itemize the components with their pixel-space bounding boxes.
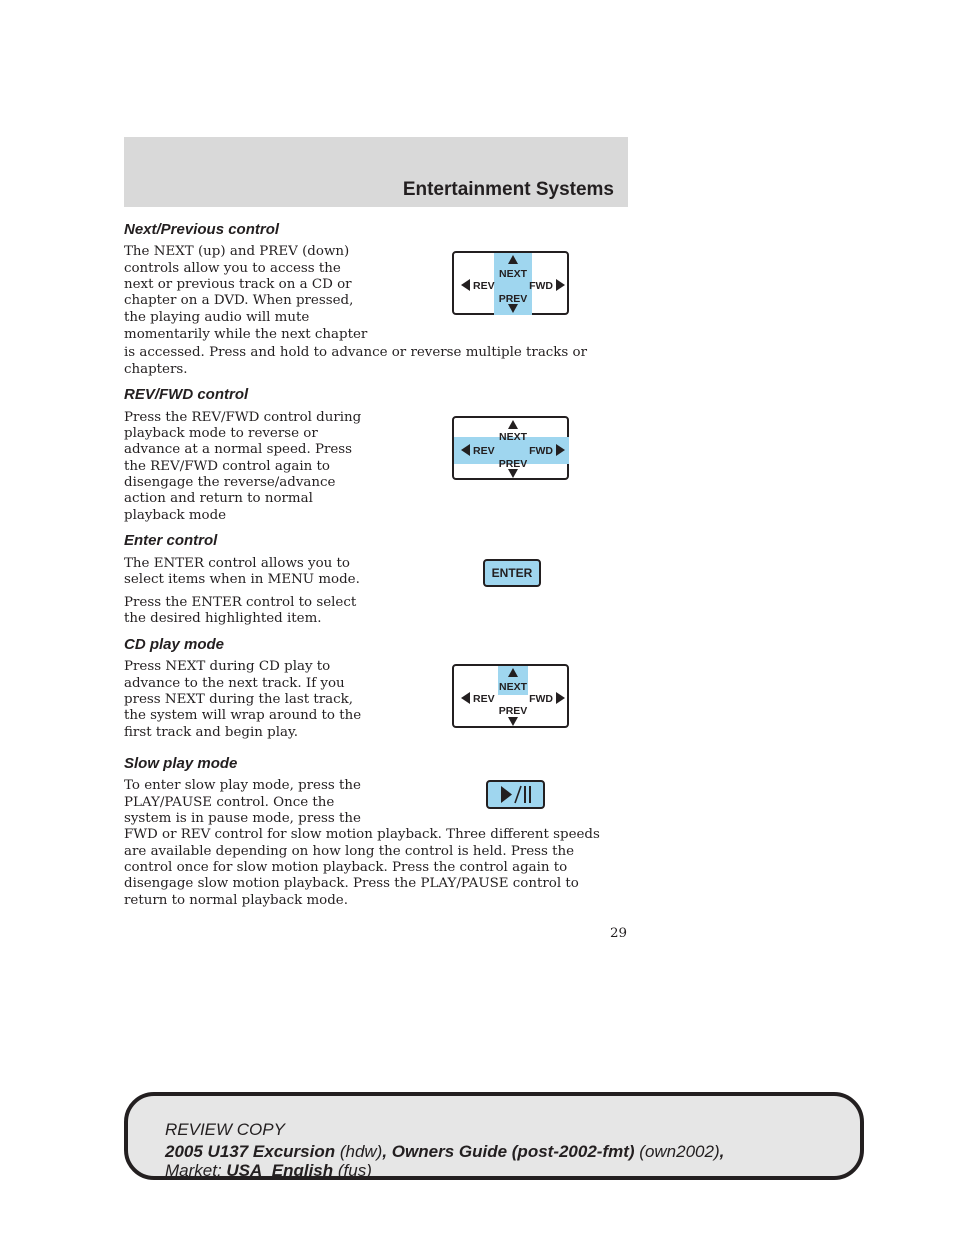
text-line: is accessed. Press and hold to advance or reverse multiple tracks or bbox=[124, 345, 588, 360]
page-number: 29 bbox=[610, 926, 628, 941]
text-line: advance to the next track. If you bbox=[124, 676, 345, 691]
text-line: are available depending on how long the control is held. Press the bbox=[124, 844, 575, 859]
nav-control-next-prev-highlight bbox=[452, 251, 569, 315]
down-arrow-icon bbox=[508, 469, 518, 478]
text-line: FWD or REV control for slow motion playback. Three different speeds bbox=[124, 827, 600, 842]
heading-rev-fwd: REV/FWD control bbox=[124, 386, 249, 403]
footer-guide-code: (own2002) bbox=[634, 1142, 720, 1161]
text-line: The ENTER control allows you to bbox=[124, 556, 350, 571]
text-line: the system will wrap around to the bbox=[124, 708, 362, 723]
right-arrow-icon bbox=[556, 279, 565, 291]
play-pause-icon bbox=[488, 782, 543, 807]
text-line: action and return to normal bbox=[124, 491, 313, 506]
text-line: system is in pause mode, press the bbox=[124, 811, 361, 826]
heading-next-previous: Next/Previous control bbox=[124, 221, 280, 238]
footer-market-label: Market: bbox=[165, 1161, 227, 1180]
section-header-band bbox=[124, 137, 628, 207]
play-pause-button-illustration bbox=[486, 780, 545, 809]
section-title: Entertainment Systems bbox=[402, 179, 614, 200]
text-line: playback mode to reverse or bbox=[124, 426, 318, 441]
text-line: first track and begin play. bbox=[124, 725, 299, 740]
text-line: select items when in MENU mode. bbox=[124, 572, 360, 587]
heading-enter: Enter control bbox=[124, 532, 218, 549]
nav-control-graphic bbox=[454, 253, 571, 317]
text-line: Press the REV/FWD control during bbox=[124, 410, 362, 425]
footer-market: USA_English bbox=[226, 1161, 334, 1180]
text-line: Press the ENTER control to select bbox=[124, 595, 357, 610]
footer-market-info bbox=[165, 1161, 372, 1181]
text-line: Press NEXT during CD play to bbox=[124, 659, 331, 674]
footer-review-copy: REVIEW COPY bbox=[165, 1120, 285, 1139]
rev-label: REV bbox=[473, 280, 495, 292]
text-line: return to normal playback mode. bbox=[124, 893, 348, 908]
text-line: control once for slow motion playback. Press the control again to bbox=[124, 860, 568, 875]
nav-control-rev-fwd-highlight bbox=[452, 416, 569, 480]
text-line: advance at a normal speed. Press bbox=[124, 442, 353, 457]
fwd-label: FWD bbox=[529, 280, 553, 292]
footer-guide: Owners Guide (post-2002-fmt) bbox=[391, 1142, 635, 1161]
left-arrow-icon bbox=[461, 692, 470, 704]
text-line: press NEXT during the last track, bbox=[124, 692, 354, 707]
heading-slow-play: Slow play mode bbox=[124, 755, 238, 772]
next-label: NEXT bbox=[498, 431, 528, 443]
nav-control-graphic bbox=[454, 666, 571, 730]
prev-label: PREV bbox=[498, 705, 528, 717]
text-line: disengage slow motion playback. Press the PLAY/PAUSE control to bbox=[124, 876, 579, 891]
text-line: The NEXT (up) and PREV (down) bbox=[124, 244, 350, 259]
footer-model: 2005 U137 Excursion bbox=[165, 1142, 336, 1161]
text-line: the REV/FWD control again to bbox=[124, 459, 330, 474]
review-footer bbox=[124, 1092, 864, 1180]
footer-doc-info bbox=[165, 1142, 724, 1162]
right-arrow-icon bbox=[556, 692, 565, 704]
text-line: disengage the reverse/advance bbox=[124, 475, 336, 490]
text-line: controls allow you to access the bbox=[124, 261, 341, 276]
footer-sep: , bbox=[719, 1142, 725, 1161]
next-label: NEXT bbox=[498, 681, 528, 693]
rev-label: REV bbox=[473, 693, 495, 705]
left-arrow-icon bbox=[461, 279, 470, 291]
text-line: PLAY/PAUSE control. Once the bbox=[124, 795, 335, 810]
fwd-label: FWD bbox=[529, 693, 553, 705]
rev-label: REV bbox=[473, 445, 495, 457]
down-arrow-icon bbox=[508, 717, 518, 726]
text-line: the desired highlighted item. bbox=[124, 611, 322, 626]
prev-label: PREV bbox=[498, 293, 528, 305]
enter-button-illustration: ENTER bbox=[483, 559, 541, 587]
text-line: the playing audio will mute bbox=[124, 310, 310, 325]
text-line: chapters. bbox=[124, 362, 188, 377]
nav-control-graphic bbox=[454, 418, 571, 482]
prev-label: PREV bbox=[498, 458, 528, 470]
text-line: To enter slow play mode, press the bbox=[124, 778, 361, 793]
footer-model-code: (hdw) bbox=[335, 1142, 383, 1161]
text-line: momentarily while the next chapter bbox=[124, 327, 368, 342]
footer-market-code: (fus) bbox=[333, 1161, 372, 1180]
text-line: chapter on a DVD. When pressed, bbox=[124, 293, 354, 308]
footer-sep: , bbox=[382, 1142, 392, 1161]
text-line: next or previous track on a CD or bbox=[124, 277, 352, 292]
up-arrow-icon bbox=[508, 420, 518, 429]
text-line: playback mode bbox=[124, 508, 227, 523]
next-label: NEXT bbox=[498, 268, 528, 280]
heading-cd-play: CD play mode bbox=[124, 636, 225, 653]
fwd-label: FWD bbox=[529, 445, 553, 457]
nav-control-next-highlight bbox=[452, 664, 569, 728]
